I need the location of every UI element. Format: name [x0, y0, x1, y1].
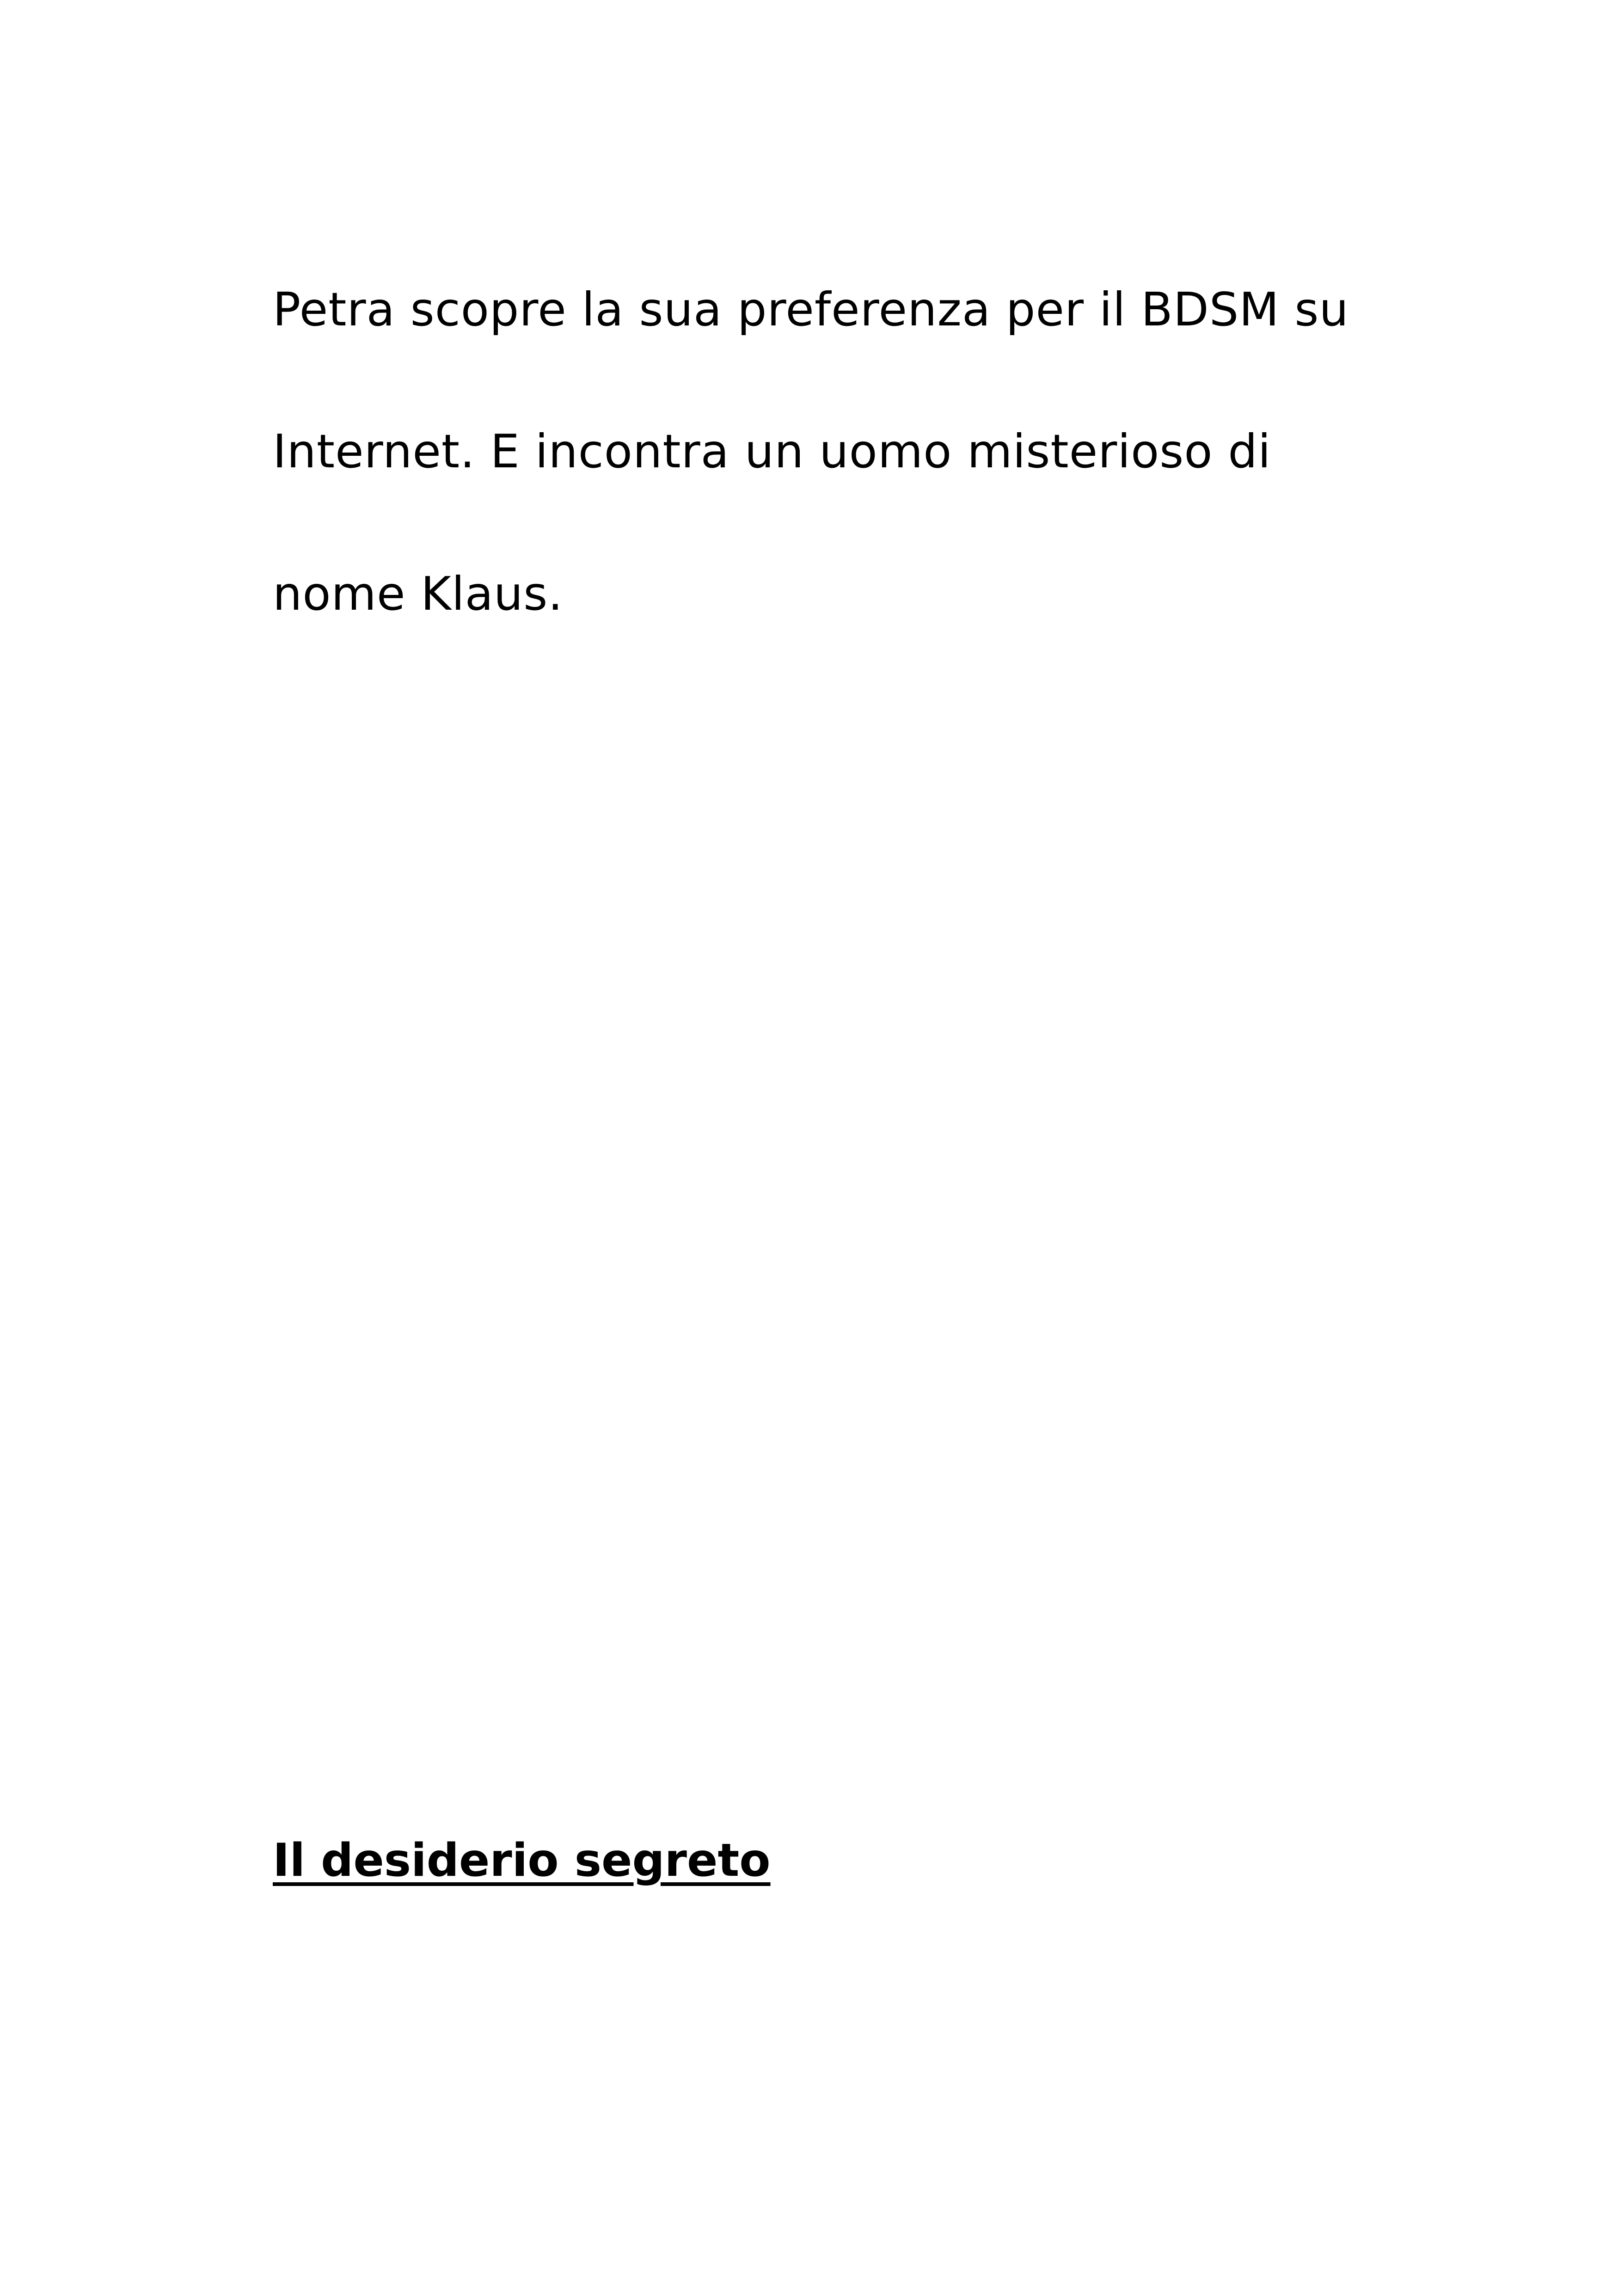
paragraph-line: nome Klaus. — [273, 567, 564, 621]
paragraph-line: Internet. E incontra un uomo misterioso di — [273, 424, 1271, 478]
paragraph-line: Petra scopre la sua preferenza per il BDSM su — [273, 282, 1349, 337]
section-heading: Il desiderio segreto — [273, 1834, 771, 1887]
